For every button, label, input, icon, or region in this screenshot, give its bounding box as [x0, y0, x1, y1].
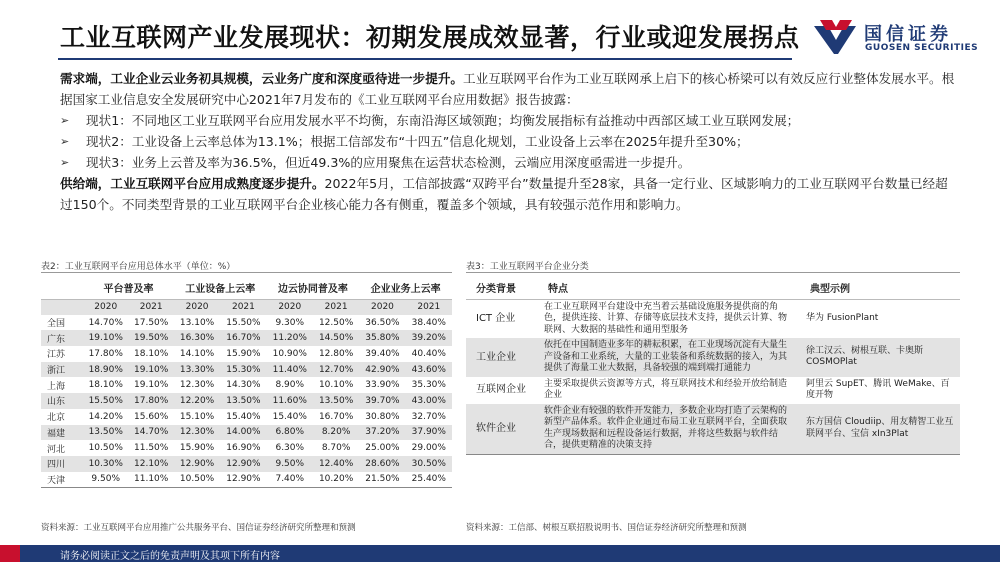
footer-accent [0, 545, 20, 562]
value-cell: 13.50% [313, 393, 359, 409]
bullet-text: 现状1：不同地区工业互联网平台应用发展水平不均衡，东南沿海区域领跑；均衡发展指标有益推动中西部区域工业互联网发展； [86, 113, 800, 128]
supply-text: 2022年5月，工信部披露“双跨平台”数量提升至28家，具备一定行业、区域影响力的工业互联网平台数量已经超过150个。不同类型背景的工业互联网平台企业核心能力各有侧重，覆盖多个领域，具有较强示范作用和影响力。 [60, 176, 948, 212]
bullet-text: 现状3：业务上云普及率为36.5%，但近49.3%的应用聚焦在运营状态检测，云端应用深度亟需进一步提升。 [86, 155, 691, 170]
value-cell: 14.30% [220, 377, 266, 393]
value-cell: 15.40% [220, 409, 266, 425]
value-cell: 8.20% [313, 425, 359, 441]
example-cell: 阿里云 SupET、腾讯 WeMake、百度开物 [800, 377, 960, 404]
value-cell: 30.50% [406, 456, 452, 472]
value-cell: 18.10% [83, 377, 128, 393]
value-cell: 12.90% [174, 456, 220, 472]
value-cell: 14.70% [83, 315, 128, 331]
value-cell: 10.50% [174, 472, 220, 488]
column-group-header: 边云协同普及率 [267, 276, 360, 299]
title-divider [58, 58, 792, 60]
value-cell: 11.50% [128, 440, 173, 456]
table-row [41, 409, 452, 425]
region-cell: 北京 [41, 409, 83, 425]
value-cell: 15.10% [174, 409, 220, 425]
value-cell: 37.90% [406, 425, 452, 441]
table-row [41, 315, 452, 331]
demand-text: 工业互联网平台作为工业互联网承上启下的核心桥梁可以有效反应行业整体发展水平。根据国家工业信息安全发展研究中心2021年7月发布的《工业互联网平台应用数据》报告披露： [60, 71, 955, 107]
value-cell: 11.40% [267, 362, 313, 378]
region-cell: 广东 [41, 330, 83, 346]
year-header: 2020 [83, 299, 128, 315]
value-cell: 12.80% [313, 346, 359, 362]
value-cell: 19.10% [83, 330, 128, 346]
column-group-header: 工业设备上云率 [174, 276, 267, 299]
supply-paragraph [60, 173, 960, 215]
value-cell: 8.70% [313, 440, 359, 456]
value-cell: 18.10% [128, 346, 173, 362]
year-header: 2021 [406, 299, 452, 315]
company-logo [812, 18, 982, 60]
region-cell: 天津 [41, 472, 83, 488]
value-cell: 10.90% [267, 346, 313, 362]
bullet-arrow-icon: ➢ [60, 114, 70, 127]
table2-caption-rule [466, 272, 960, 273]
category-cell: ICT 企业 [466, 299, 538, 338]
region-cell: 全国 [41, 315, 83, 331]
year-header: 2021 [220, 299, 266, 315]
column-header: 分类背景 [466, 276, 538, 299]
value-cell: 16.90% [220, 440, 266, 456]
value-cell: 10.10% [313, 377, 359, 393]
value-cell: 29.00% [406, 440, 452, 456]
value-cell: 19.50% [128, 330, 173, 346]
year-header: 2020 [267, 299, 313, 315]
year-header: 2021 [128, 299, 173, 315]
category-cell: 软件企业 [466, 404, 538, 455]
value-cell: 12.30% [174, 377, 220, 393]
table2-source: 资料来源：工信部、树根互联招股说明书、国信证券经济研究所整理和预测 [466, 523, 747, 533]
region-cell: 江苏 [41, 346, 83, 362]
supply-lead: 供给端，工业互联网平台应用成熟度逐步提升。 [60, 176, 325, 191]
bullet-arrow-icon: ➢ [60, 156, 70, 169]
value-cell: 12.40% [313, 456, 359, 472]
table-row [41, 472, 452, 488]
logo-emblem-icon [812, 18, 858, 58]
value-cell: 39.20% [406, 330, 452, 346]
column-header: 典型示例 [800, 276, 960, 299]
table-row [41, 362, 452, 378]
table-row [41, 425, 452, 441]
value-cell: 43.00% [406, 393, 452, 409]
value-cell: 35.80% [359, 330, 405, 346]
region-cell: 河北 [41, 440, 83, 456]
value-cell: 19.10% [128, 377, 173, 393]
value-cell: 15.40% [267, 409, 313, 425]
table-row [41, 330, 452, 346]
value-cell: 15.90% [174, 440, 220, 456]
value-cell: 18.90% [83, 362, 128, 378]
table-row [41, 440, 452, 456]
value-cell: 10.20% [313, 472, 359, 488]
value-cell: 39.40% [359, 346, 405, 362]
value-cell: 17.80% [83, 346, 128, 362]
list-item [60, 110, 960, 131]
demand-lead: 需求端，工业企业云业务初具规模，云业务广度和深度亟待进一步提升。 [60, 71, 463, 86]
year-header: 2020 [359, 299, 405, 315]
platform-enterprise-table [466, 276, 960, 455]
value-cell: 36.50% [359, 315, 405, 331]
value-cell: 15.60% [128, 409, 173, 425]
value-cell: 14.70% [128, 425, 173, 441]
value-cell: 9.50% [83, 472, 128, 488]
table-row [41, 346, 452, 362]
bullet-text: 现状2：工业设备上云率总体为13.1%；根据工信部发布“十四五”信息化规划，工业设备上云率在2025年提升至30%； [86, 134, 749, 149]
table-row [466, 404, 960, 455]
column-group-header: 平台普及率 [83, 276, 174, 299]
example-cell: 东方国信 Cloudiip、用友精智工业互联网平台、宝信 xIn3Plat [800, 404, 960, 455]
table-row [466, 338, 960, 377]
value-cell: 12.50% [313, 315, 359, 331]
column-group-header: 企业业务上云率 [359, 276, 452, 299]
value-cell: 39.70% [359, 393, 405, 409]
value-cell: 11.60% [267, 393, 313, 409]
region-cell: 四川 [41, 456, 83, 472]
value-cell: 16.70% [220, 330, 266, 346]
value-cell: 35.30% [406, 377, 452, 393]
year-header: 2020 [174, 299, 220, 315]
table1-caption: 表2：工业互联网平台应用总体水平（单位：%） [41, 262, 236, 272]
region-cell: 浙江 [41, 362, 83, 378]
value-cell: 21.50% [359, 472, 405, 488]
value-cell: 14.10% [174, 346, 220, 362]
value-cell: 15.50% [83, 393, 128, 409]
value-cell: 11.20% [267, 330, 313, 346]
table-corner [41, 299, 83, 315]
value-cell: 9.50% [267, 456, 313, 472]
list-item [60, 152, 960, 173]
table-row [466, 299, 960, 338]
table-row [41, 393, 452, 409]
value-cell: 30.80% [359, 409, 405, 425]
value-cell: 15.90% [220, 346, 266, 362]
value-cell: 17.50% [128, 315, 173, 331]
table-row [41, 456, 452, 472]
category-cell: 互联网企业 [466, 377, 538, 404]
value-cell: 12.10% [128, 456, 173, 472]
value-cell: 6.80% [267, 425, 313, 441]
value-cell: 13.30% [174, 362, 220, 378]
value-cell: 16.30% [174, 330, 220, 346]
value-cell: 10.50% [83, 440, 128, 456]
value-cell: 33.90% [359, 377, 405, 393]
value-cell: 12.90% [220, 456, 266, 472]
feature-cell: 在工业互联网平台建设中充当着云基础设施服务提供商的角色，提供连接、计算、存储等底层技术支持，提供云计算、物联网、大数据的基础性和通用型服务 [538, 299, 800, 338]
table2-caption: 表3：工业互联网平台企业分类 [466, 262, 589, 272]
value-cell: 11.10% [128, 472, 173, 488]
list-item [60, 131, 960, 152]
value-cell: 38.40% [406, 315, 452, 331]
region-cell: 上海 [41, 377, 83, 393]
value-cell: 13.50% [83, 425, 128, 441]
value-cell: 12.20% [174, 393, 220, 409]
page-title: 工业互联网产业发展现状：初期发展成效显著，行业或迎发展拐点 [60, 23, 800, 52]
example-cell: 华为 FusionPlant [800, 299, 960, 338]
feature-cell: 主要采取提供云资源等方式，将互联网技术和经验开放给制造企业 [538, 377, 800, 404]
feature-cell: 依托在中国制造业多年的耕耘积累，在工业现场沉淀有大量生产设备和工业系统，大量的工业装备和系统数据的接入，为其提供了海量工业大数据，具备较强的端到端打通能力 [538, 338, 800, 377]
value-cell: 19.10% [128, 362, 173, 378]
platform-adoption-table [41, 276, 452, 488]
footer-disclaimer: 请务必阅读正文之后的免责声明及其项下所有内容 [60, 551, 280, 562]
bullet-arrow-icon: ➢ [60, 135, 70, 148]
value-cell: 25.40% [406, 472, 452, 488]
body-text [60, 68, 960, 215]
value-cell: 25.00% [359, 440, 405, 456]
logo-name-en: GUOSEN SECURITIES [865, 43, 979, 53]
table-row [466, 377, 960, 404]
value-cell: 28.60% [359, 456, 405, 472]
table-corner [41, 276, 83, 299]
value-cell: 13.50% [220, 393, 266, 409]
table1-source: 资料来源：工业互联网平台应用推广公共服务平台、国信证券经济研究所整理和预测 [41, 523, 356, 533]
region-cell: 山东 [41, 393, 83, 409]
value-cell: 17.80% [128, 393, 173, 409]
footer-bar [0, 545, 1000, 562]
value-cell: 14.50% [313, 330, 359, 346]
value-cell: 14.00% [220, 425, 266, 441]
logo-name-cn: 国信证券 [864, 24, 952, 45]
value-cell: 12.70% [313, 362, 359, 378]
table-row [41, 377, 452, 393]
value-cell: 37.20% [359, 425, 405, 441]
category-cell: 工业企业 [466, 338, 538, 377]
value-cell: 32.70% [406, 409, 452, 425]
value-cell: 40.40% [406, 346, 452, 362]
demand-paragraph [60, 68, 960, 110]
value-cell: 16.70% [313, 409, 359, 425]
value-cell: 42.90% [359, 362, 405, 378]
value-cell: 6.30% [267, 440, 313, 456]
value-cell: 15.50% [220, 315, 266, 331]
value-cell: 9.30% [267, 315, 313, 331]
table1-caption-rule [41, 272, 452, 273]
year-header: 2021 [313, 299, 359, 315]
column-header: 特点 [538, 276, 800, 299]
feature-cell: 软件企业有较强的软件开发能力，多数企业均打造了云架构的新型产品体系。软件企业通过布局工业互联网平台，全面获取生产现场数据和远程设备运行数据，并将这些数据与软件结合，提供更精准的决策支持 [538, 404, 800, 455]
value-cell: 8.90% [267, 377, 313, 393]
value-cell: 43.60% [406, 362, 452, 378]
value-cell: 14.20% [83, 409, 128, 425]
value-cell: 7.40% [267, 472, 313, 488]
value-cell: 12.90% [220, 472, 266, 488]
value-cell: 13.10% [174, 315, 220, 331]
value-cell: 15.30% [220, 362, 266, 378]
example-cell: 徐工汉云、树根互联、卡奥斯 COSMOPlat [800, 338, 960, 377]
region-cell: 福建 [41, 425, 83, 441]
value-cell: 10.30% [83, 456, 128, 472]
value-cell: 12.30% [174, 425, 220, 441]
